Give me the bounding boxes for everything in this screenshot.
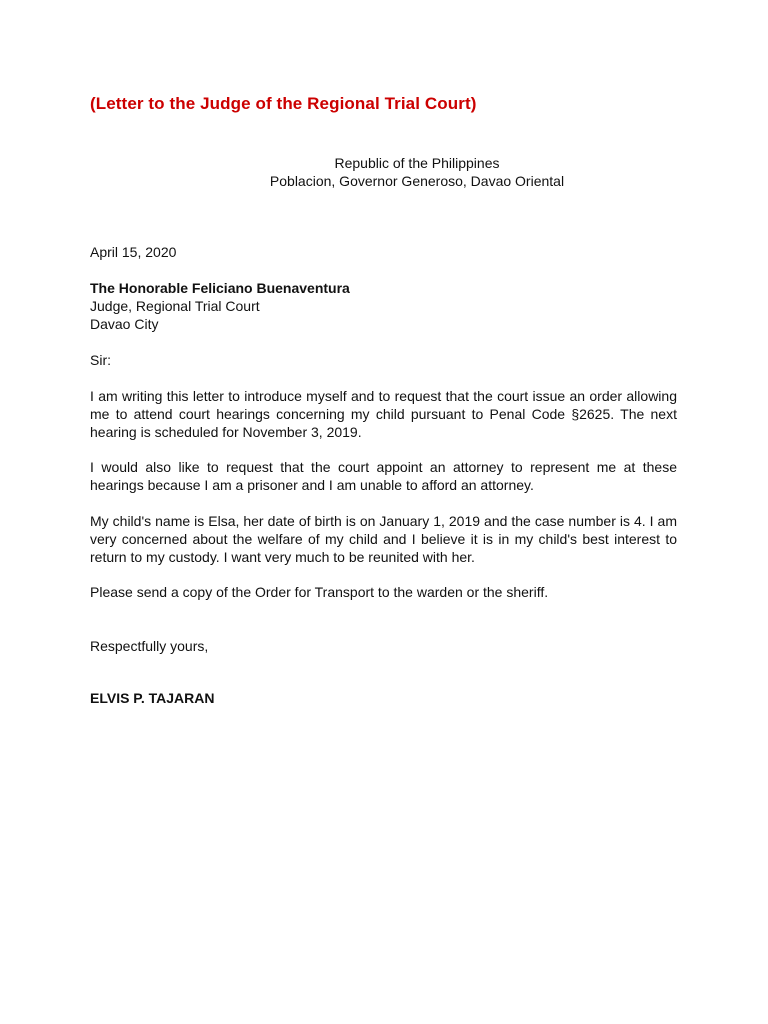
paragraph-introduction: I am writing this letter to introduce myself and to request that the court issue an order allowing me to attend court hearings concerning my child pursuant to Penal Code §2625. The next hearing is scheduled for November 3, 2019.: [90, 388, 677, 440]
letter-header: [0, 154, 768, 190]
document-title: (Letter to the Judge of the Regional Trial Court): [90, 94, 477, 113]
recipient-block: [90, 279, 677, 333]
header-country: Republic of the Philippines: [334, 155, 500, 171]
paragraph-transport-order: Please send a copy of the Order for Transport to the warden or the sheriff.: [90, 584, 549, 600]
recipient-name: The Honorable Feliciano Buenaventura: [90, 280, 350, 296]
paragraph-attorney-request: I would also like to request that the court appoint an attorney to represent me at these hearings because I am a prisoner and I am unable to afford an attorney.: [90, 459, 677, 493]
salutation: Sir:: [90, 352, 111, 368]
closing: Respectfully yours,: [90, 638, 209, 654]
letter-date: April 15, 2020: [90, 244, 177, 260]
paragraph-child-details: My child's name is Elsa, her date of birth is on January 1, 2019 and the case number is 4. I am very concerned about the welfare of my child and I believe it is in my child's best interest to return to my custody. I want very much to be reunited with her.: [90, 513, 677, 565]
recipient-position: Judge, Regional Trial Court: [90, 298, 260, 314]
signature-name: ELVIS P. TAJARAN: [90, 690, 215, 706]
header-address: Poblacion, Governor Generoso, Davao Oriental: [269, 173, 565, 189]
recipient-location: Davao City: [90, 316, 159, 332]
